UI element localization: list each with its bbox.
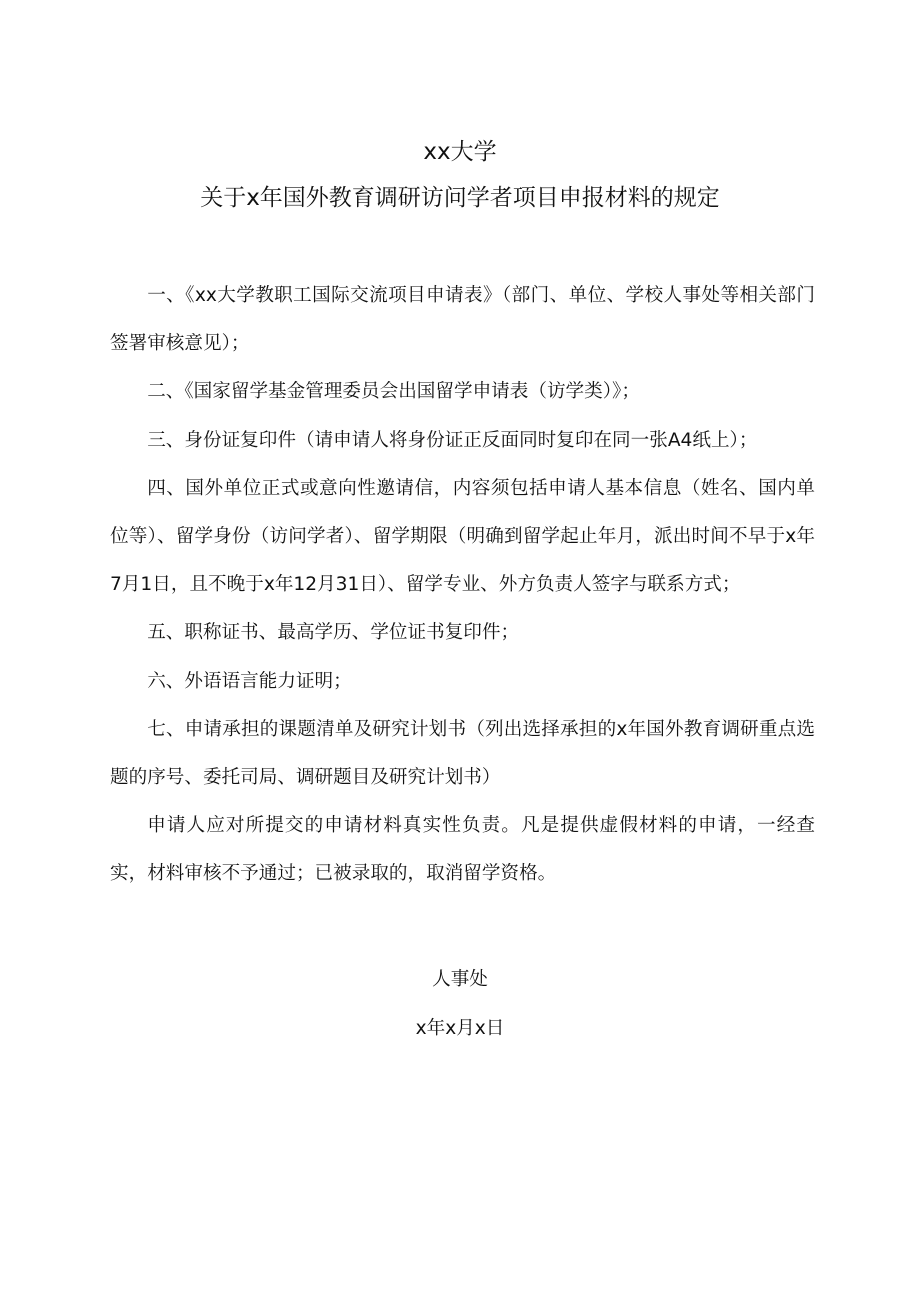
document-title: xx大学 [423,139,497,165]
paragraph-item-5: 五、职称证书、最高学历、学位证书复印件； [147,622,520,644]
paragraph-item-6: 六、外语语言能力证明； [147,670,352,692]
paragraph-item-2: 二、《国家留学基金管理委员会出国留学申请表（访学类）》； [147,381,640,403]
signature-department: 人事处 [432,969,488,990]
paragraph-item-1: 一、《xx大学教职工国际交流项目申请表》（部门、单位、学校人事处等相关部门签署审核意见）； [110,285,815,355]
paragraph-item-7: 七、申请承担的课题清单及研究计划书（列出选择承担的x年国外教育调研重点选题的序号、委托司局、调研题目及研究计划书） [110,718,815,789]
document-subtitle: 关于x年国外教育调研访问学者项目申报材料的规定 [200,185,720,211]
paragraph-item-3: 三、身份证复印件（请申请人将身份证正反面同时复印在同一张A4纸上）； [147,429,758,451]
paragraph-item-4: 四、国外单位正式或意向性邀请信，内容须包括申请人基本信息（姓名、国内单位等）、留学身份（访问学者）、留学期限（明确到留学起止年月，派出时间不早于x年7月1日，且不晚于x年12月31日）、留学专业、外方负责人签字与联系方式； [110,477,815,596]
document-body [110,272,815,899]
closing-statement: 申请人应对所提交的申请材料真实性负责。凡是提供虚假材料的申请，一经查实，材料审核不予通过；已被录取的，取消留学资格。 [110,815,815,885]
signature-date: x年x月x日 [415,1018,505,1039]
